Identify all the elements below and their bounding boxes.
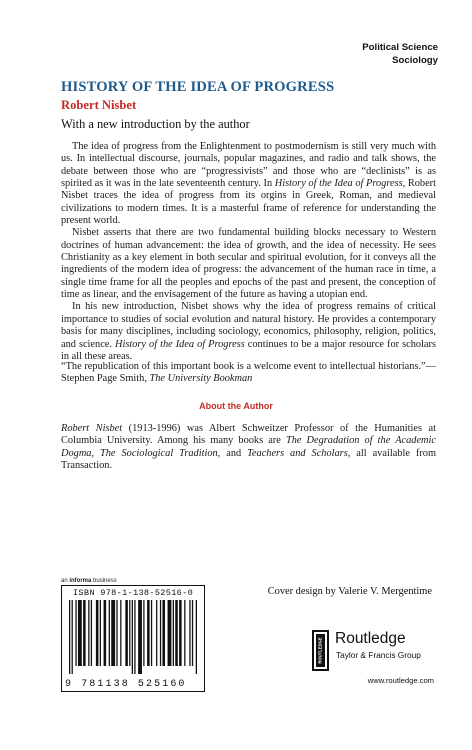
informa-business-label: an informa business bbox=[61, 578, 117, 584]
subject-political-science: Political Science bbox=[362, 42, 438, 53]
description bbox=[61, 141, 436, 363]
barcode-bar bbox=[125, 600, 128, 666]
barcode-bar bbox=[162, 600, 165, 666]
description-paragraph-3: In his new introduction, Nisbet shows why the idea of progress remains of critical importance to studies of social evolution and natural history. He provides a contemporary basis for many disciplines, including sociology, economics, philosophy, religion, politics, and science. History of the Idea of Progress continues to be a major resource for scholars in all these areas. bbox=[61, 301, 436, 362]
barcode-bar bbox=[168, 600, 172, 666]
barcode-bar bbox=[69, 600, 70, 674]
barcode-bar bbox=[192, 600, 193, 666]
barcode-bar bbox=[134, 600, 135, 674]
barcode-bar bbox=[138, 600, 142, 674]
barcode-bar bbox=[147, 600, 150, 666]
barcode-bar bbox=[116, 600, 117, 666]
about-author-text: Robert Nisbet (1913-1996) was Albert Schweitzer Professor of the Humanities at Columbia University. Among his many books are The Degradation of the Academic Dogma, The Sociological Tradition, and Teachers and Scholars, all available from Transaction. bbox=[61, 423, 436, 472]
barcode-bar bbox=[179, 600, 182, 666]
publisher-group: Taylor & Francis Group bbox=[336, 650, 421, 660]
description-paragraph-1: The idea of progress from the Enlightenment to postmodernism is still very much with us. In intellectual discourse, journals, popular magazines, and radio and talk shows, the debate between those who are “progressivists” and those who are “declinists” is as spirited as it was in the late seventeenth century. In History of the Idea of Progress, Robert Nisbet traces the idea of progress from its orgins in Greek, Roman, and medieval civilizations to modern times. It is a masterful frame of reference for understanding the present world. bbox=[61, 141, 436, 227]
review-quote bbox=[61, 361, 436, 386]
barcode-bar bbox=[96, 600, 99, 666]
cover-design-credit: Cover design by Valerie V. Mergentime bbox=[267, 586, 432, 597]
subject-categories bbox=[362, 41, 438, 67]
routledge-logo-icon bbox=[312, 630, 329, 671]
barcode-bar bbox=[151, 600, 152, 666]
subject-sociology: Sociology bbox=[392, 55, 438, 66]
barcode-bar bbox=[196, 600, 197, 674]
barcode-bar bbox=[175, 600, 178, 666]
book-author: Robert Nisbet bbox=[61, 98, 137, 112]
new-introduction-note: With a new introduction by the author bbox=[61, 117, 250, 131]
barcode-bar bbox=[104, 600, 107, 666]
barcode-bar bbox=[156, 600, 157, 666]
barcode-bar bbox=[120, 600, 121, 666]
about-author bbox=[61, 423, 436, 472]
barcode-bar bbox=[189, 600, 190, 666]
barcode bbox=[61, 585, 205, 692]
barcode-bar bbox=[72, 600, 73, 674]
barcode-bar bbox=[160, 600, 161, 666]
barcode-bar bbox=[91, 600, 92, 666]
barcode-bar bbox=[184, 600, 185, 666]
review-quote-text: “The republication of this important book is a welcome event to intellectual historians.”—Stephen Page Smith, The University Bookman bbox=[61, 361, 436, 385]
barcode-bar bbox=[111, 600, 115, 666]
svg-text:ROUTLEDGE: ROUTLEDGE bbox=[317, 637, 323, 664]
publisher-website[interactable]: www.routledge.com bbox=[367, 676, 434, 685]
barcode-bar bbox=[75, 600, 76, 666]
publisher-name: Routledge bbox=[335, 630, 406, 647]
barcode-bars bbox=[65, 600, 201, 674]
barcode-bar bbox=[109, 600, 110, 666]
description-paragraph-2: Nisbet asserts that there are two fundamental building blocks necessary to Western doctrines of human advancement: the idea of growth, and the idea of necessity. He sees Christianity as a key element in both secular and spiritual evolution, for it conveys all the ingredients of the modern idea of progress: the advancement of the human race in time, a single time frame for all the peoples and epochs of the past and present, the conception of time as linear, and the envisagement of the future as having a utopian end. bbox=[61, 227, 436, 301]
barcode-bar bbox=[78, 600, 82, 666]
barcode-bar bbox=[143, 600, 144, 666]
book-title: HISTORY OF THE IDEA OF PROGRESS bbox=[61, 79, 335, 95]
isbn: ISBN 978-1-138-52516-0 bbox=[72, 588, 194, 598]
barcode-bar bbox=[83, 600, 86, 666]
barcode-bar bbox=[88, 600, 89, 666]
barcode-bar bbox=[129, 600, 130, 666]
barcode-bar bbox=[132, 600, 133, 674]
barcode-bar bbox=[173, 600, 174, 666]
barcode-digits: 9 781138 525160 bbox=[65, 679, 187, 690]
about-author-heading: About the Author bbox=[199, 401, 273, 411]
barcode-bar bbox=[100, 600, 101, 666]
